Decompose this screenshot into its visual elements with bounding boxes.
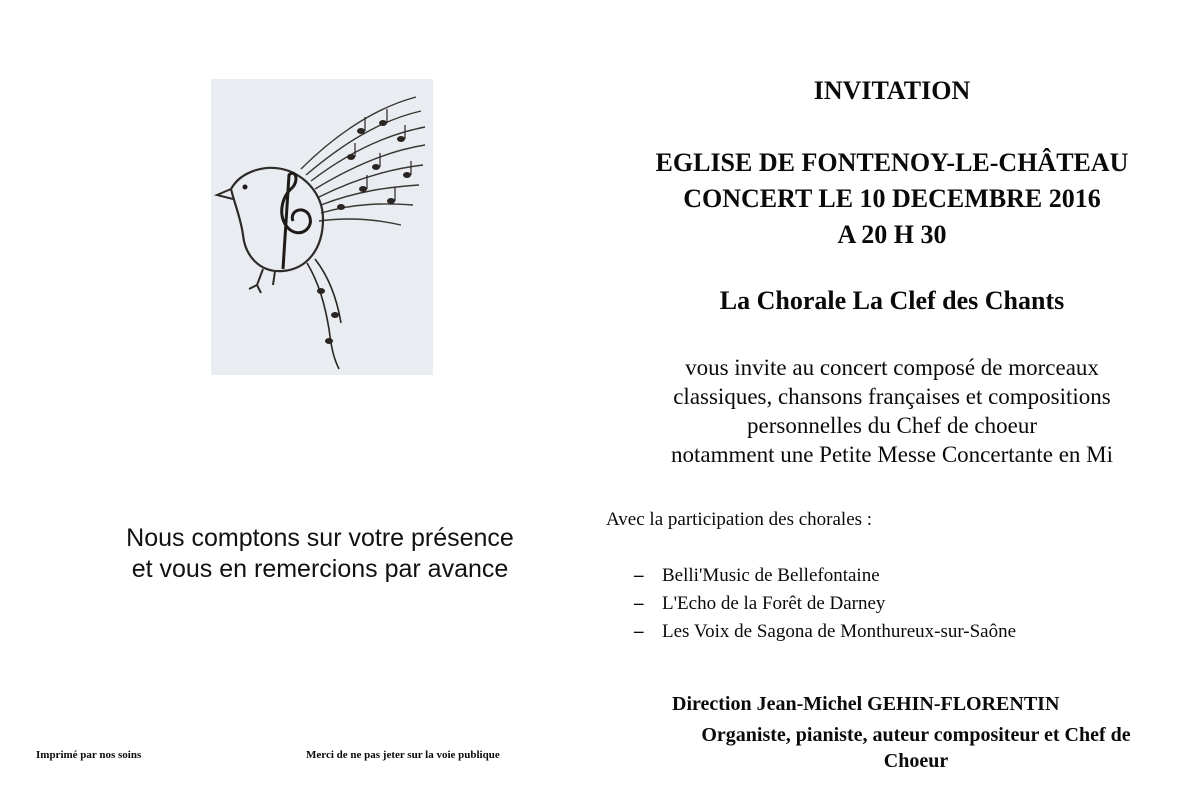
guest-choir-list (634, 562, 1016, 646)
event-details (592, 145, 1192, 253)
description-line-2: classiques, chansons françaises et compositions (673, 384, 1111, 409)
host-choir-name: La Chorale La Clef des Chants (719, 286, 1065, 315)
conductor-roles (660, 722, 1172, 774)
description-line-4: notamment une Petite Messe Concertante en Mi (671, 442, 1113, 467)
guest-choir-3: Les Voix de Sagona de Monthureux-sur-Saône (662, 621, 1017, 642)
event-time: A 20 H 30 (837, 220, 947, 249)
thanks-line-2: et vous en remercions par avance (131, 555, 509, 583)
bullet-dash: – (634, 621, 644, 642)
invitation-title: INVITATION (813, 76, 971, 105)
do-not-litter-note: Merci de ne pas jeter sur la voie publique (306, 749, 500, 761)
bullet-dash: – (634, 565, 644, 586)
event-venue: EGLISE DE FONTENOY-LE-CHÂTEAU (655, 148, 1129, 177)
concert-description (592, 353, 1192, 469)
printed-by-note: Imprimé par nos soins (36, 749, 142, 761)
list-item (634, 590, 1016, 618)
thanks-line-1: Nous comptons sur votre présence (126, 524, 514, 552)
bird-drawing (211, 79, 433, 375)
guest-choir-2: L'Echo de la Forêt de Darney (662, 593, 886, 614)
list-item (634, 562, 1016, 590)
description-line-1: vous invite au concert composé de morceaux (685, 355, 1099, 380)
conductor-name: Direction Jean-Michel GEHIN-FLORENTIN (672, 693, 1060, 715)
bullet-dash: – (634, 593, 644, 614)
thanks-message (60, 523, 580, 585)
roles-line-2: Choeur (883, 750, 949, 772)
list-item (634, 618, 1016, 646)
participation-label: Avec la participation des chorales : (606, 509, 873, 530)
event-date: CONCERT LE 10 DECEMBRE 2016 (683, 184, 1101, 213)
description-line-3: personnelles du Chef de choeur (747, 413, 1037, 438)
roles-line-1: Organiste, pianiste, auteur compositeur et Chef de (701, 724, 1131, 746)
musical-bird-illustration (211, 79, 433, 375)
guest-choir-1: Belli'Music de Bellefontaine (662, 565, 880, 586)
